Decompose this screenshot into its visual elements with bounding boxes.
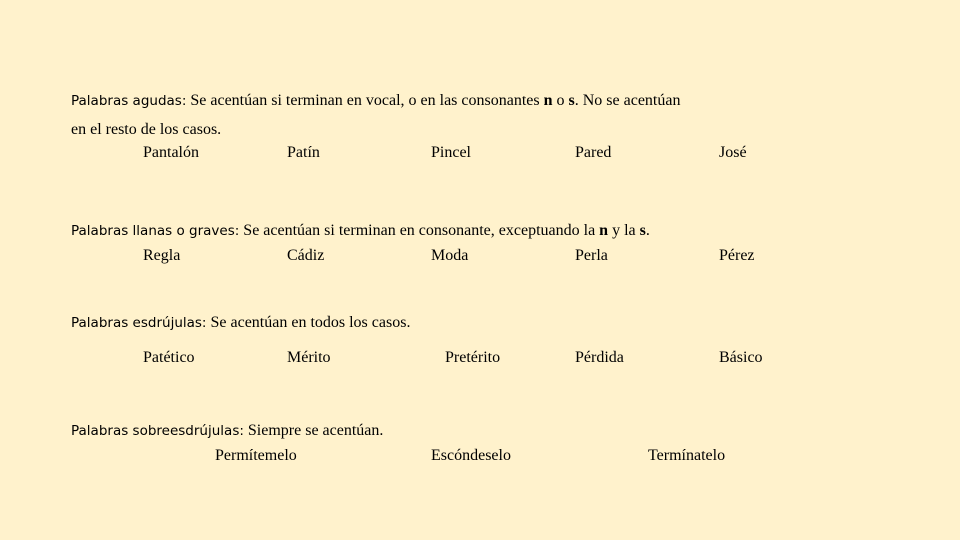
llanas-example: Cádiz bbox=[287, 247, 325, 264]
llanas-rule-part-2: y la bbox=[608, 222, 640, 239]
sobreesdrujulas-rule-line bbox=[71, 422, 383, 440]
agudas-letter-n: n bbox=[543, 92, 553, 109]
llanas-example: Perla bbox=[575, 247, 608, 264]
agudas-rule-line-2: en el resto de los casos. bbox=[71, 121, 222, 138]
agudas-example: Pantalón bbox=[143, 144, 199, 161]
llanas-rule-part-1: Se acentúan si terminan en consonante, exceptuando la bbox=[239, 222, 600, 239]
agudas-rule-part-1: Se acentúan si terminan en vocal, o en las consonantes bbox=[186, 92, 544, 109]
agudas-letter-s: s bbox=[568, 92, 575, 109]
esdrujulas-label: Palabras esdrújulas: bbox=[71, 315, 207, 331]
esdrujulas-example: Pérdida bbox=[575, 349, 624, 366]
sobreesdrujulas-example: Escóndeselo bbox=[431, 447, 511, 464]
llanas-example: Moda bbox=[431, 247, 469, 264]
llanas-example: Regla bbox=[143, 247, 181, 264]
esdrujulas-example: Pretérito bbox=[445, 349, 501, 366]
llanas-example: Pérez bbox=[719, 247, 755, 264]
esdrujulas-example: Mérito bbox=[287, 349, 331, 366]
esdrujulas-rule-line bbox=[71, 314, 410, 332]
sobreesdrujulas-example: Permítemelo bbox=[215, 447, 297, 464]
sobreesdrujulas-label: Palabras sobreesdrújulas: bbox=[71, 423, 244, 439]
agudas-example: Pincel bbox=[431, 144, 471, 161]
agudas-rule-line-1 bbox=[71, 92, 680, 110]
agudas-example: Pared bbox=[575, 144, 612, 161]
agudas-rule-part-3: . No se acentúan bbox=[574, 92, 681, 109]
agudas-example: Patín bbox=[287, 144, 320, 161]
agudas-label: Palabras agudas: bbox=[71, 93, 187, 109]
llanas-letter-n: n bbox=[599, 222, 609, 239]
esdrujulas-rule: Se acentúan en todos los casos. bbox=[206, 314, 411, 331]
agudas-rule-part-2: o bbox=[552, 92, 569, 109]
llanas-label: Palabras llanas o graves: bbox=[71, 223, 240, 239]
esdrujulas-example: Básico bbox=[719, 349, 763, 366]
llanas-rule-line bbox=[71, 222, 650, 240]
llanas-rule-part-3: . bbox=[645, 222, 650, 239]
llanas-letter-s: s bbox=[639, 222, 646, 239]
esdrujulas-example: Patético bbox=[143, 349, 195, 366]
agudas-example: José bbox=[719, 144, 747, 161]
sobreesdrujulas-example: Termínatelo bbox=[648, 447, 726, 464]
sobreesdrujulas-rule: Siempre se acentúan. bbox=[243, 422, 384, 439]
